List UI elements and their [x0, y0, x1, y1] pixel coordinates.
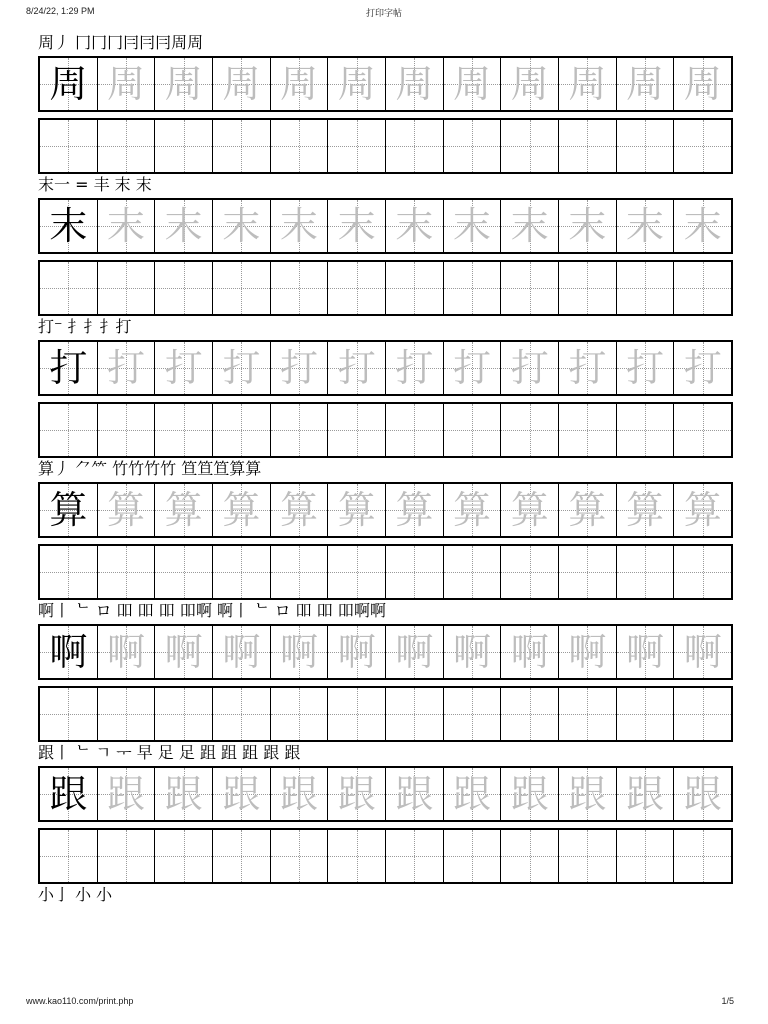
trace-cell: [98, 342, 156, 394]
trace-glyph: 打: [510, 346, 549, 390]
trace-grid-row: [38, 56, 733, 112]
trace-glyph: 跟: [453, 772, 492, 816]
trace-cell: [617, 768, 675, 820]
trace-cell: [501, 342, 559, 394]
trace-glyph: 啊: [337, 630, 376, 674]
blank-cell[interactable]: [444, 404, 502, 456]
trace-cell: [501, 626, 559, 678]
trace-cell: [98, 626, 156, 678]
trace-cell: [98, 768, 156, 820]
trace-cell: [155, 626, 213, 678]
trace-glyph: 算: [395, 488, 434, 532]
blank-cell[interactable]: [328, 404, 386, 456]
blank-cell[interactable]: [386, 120, 444, 172]
blank-cell[interactable]: [674, 830, 731, 882]
blank-cell[interactable]: [617, 688, 675, 740]
trace-glyph: 末: [510, 204, 549, 248]
model-glyph: 打: [49, 346, 88, 390]
print-title: 打印字帖: [365, 8, 402, 18]
trace-cell: [155, 342, 213, 394]
trace-glyph: 跟: [164, 772, 203, 816]
blank-cell[interactable]: [674, 262, 731, 314]
trace-cell: [444, 200, 502, 252]
trace-glyph: 算: [164, 488, 203, 532]
trace-cell: [328, 768, 386, 820]
stroke-order-line: 周丿 冂冂冂冃冃冃周周: [38, 33, 204, 52]
trace-cell: [674, 342, 731, 394]
trace-glyph: 末: [568, 204, 607, 248]
blank-cell[interactable]: [40, 404, 98, 456]
blank-cell[interactable]: [271, 830, 329, 882]
blank-cell[interactable]: [674, 404, 731, 456]
blank-cell[interactable]: [617, 546, 675, 598]
trace-cell: [271, 342, 329, 394]
blank-cell[interactable]: [271, 688, 329, 740]
trace-glyph: 算: [510, 488, 549, 532]
trace-glyph: 打: [626, 346, 665, 390]
trace-glyph: 周: [164, 62, 203, 106]
blank-grid-row: [38, 402, 733, 458]
blank-cell[interactable]: [40, 262, 98, 314]
trace-cell: [213, 484, 271, 536]
stroke-order-line: 跟丨 ᄂ ㄱ ᅮ 早 足 足 跙 跙 跙 跟 跟: [38, 743, 301, 762]
trace-glyph: 周: [280, 62, 319, 106]
trace-glyph: 算: [683, 488, 722, 532]
blank-cell[interactable]: [155, 688, 213, 740]
blank-grid-row: [38, 118, 733, 174]
trace-cell: [213, 768, 271, 820]
blank-cell[interactable]: [386, 830, 444, 882]
blank-cell[interactable]: [328, 546, 386, 598]
trace-glyph: 算: [107, 488, 146, 532]
trace-cell: [617, 484, 675, 536]
trace-glyph: 周: [568, 62, 607, 106]
trace-glyph: 打: [280, 346, 319, 390]
trace-cell: [444, 626, 502, 678]
blank-cell[interactable]: [98, 830, 156, 882]
trace-cell: [271, 58, 329, 110]
blank-cell[interactable]: [386, 546, 444, 598]
blank-cell[interactable]: [444, 120, 502, 172]
blank-cell[interactable]: [386, 404, 444, 456]
trace-cell: [559, 484, 617, 536]
trace-cell: [674, 768, 731, 820]
blank-cell[interactable]: [213, 688, 271, 740]
trace-cell: [328, 342, 386, 394]
trace-glyph: 算: [453, 488, 492, 532]
last-stroke-line: 小亅 小 小: [38, 885, 113, 904]
trace-glyph: 周: [626, 62, 665, 106]
trace-cell: [155, 484, 213, 536]
trace-glyph: 啊: [107, 630, 146, 674]
blank-cell[interactable]: [559, 262, 617, 314]
blank-grid-row: [38, 686, 733, 742]
practice-section: [38, 598, 733, 740]
blank-cell[interactable]: [213, 404, 271, 456]
trace-glyph: 啊: [453, 630, 492, 674]
trace-glyph: 跟: [280, 772, 319, 816]
blank-cell[interactable]: [559, 404, 617, 456]
blank-cell[interactable]: [444, 262, 502, 314]
trace-glyph: 跟: [568, 772, 607, 816]
blank-cell[interactable]: [444, 830, 502, 882]
practice-section: [38, 456, 733, 598]
trace-cell: [501, 768, 559, 820]
trace-glyph: 打: [568, 346, 607, 390]
model-glyph: 末: [49, 204, 88, 248]
trace-glyph: 末: [280, 204, 319, 248]
trace-cell: [617, 342, 675, 394]
blank-cell[interactable]: [98, 404, 156, 456]
trace-glyph: 啊: [395, 630, 434, 674]
blank-cell[interactable]: [559, 546, 617, 598]
trace-glyph: 跟: [395, 772, 434, 816]
blank-grid-row: [38, 544, 733, 600]
trace-cell: [328, 58, 386, 110]
trace-cell: [328, 626, 386, 678]
blank-cell[interactable]: [617, 120, 675, 172]
trace-glyph: 算: [337, 488, 376, 532]
blank-cell[interactable]: [617, 262, 675, 314]
trace-glyph: 周: [453, 62, 492, 106]
trace-cell: [213, 200, 271, 252]
model-cell: [40, 626, 98, 678]
trace-cell: [501, 484, 559, 536]
model-glyph: 啊: [49, 630, 88, 674]
trace-glyph: 跟: [107, 772, 146, 816]
trace-cell: [617, 58, 675, 110]
trace-grid-row: [38, 624, 733, 680]
trace-glyph: 打: [683, 346, 722, 390]
trace-glyph: 打: [164, 346, 203, 390]
trace-cell: [213, 58, 271, 110]
blank-cell[interactable]: [98, 120, 156, 172]
practice-section: [38, 30, 733, 172]
trace-glyph: 周: [107, 62, 146, 106]
trace-glyph: 跟: [337, 772, 376, 816]
trace-grid-row: [38, 766, 733, 822]
blank-cell[interactable]: [271, 120, 329, 172]
stroke-order-line: 啊丨 ᄂ ロ 吅 吅 吅 吅啊 啊丨 ᄂ ロ 吅 吅 吅啊啊: [38, 601, 386, 620]
trace-cell: [271, 768, 329, 820]
trace-grid-row: [38, 198, 733, 254]
trace-glyph: 啊: [510, 630, 549, 674]
trace-glyph: 末: [107, 204, 146, 248]
trace-glyph: 打: [395, 346, 434, 390]
trace-glyph: 跟: [222, 772, 261, 816]
trace-cell: [271, 484, 329, 536]
blank-cell[interactable]: [328, 120, 386, 172]
trace-grid-row: [38, 340, 733, 396]
trace-glyph: 末: [453, 204, 492, 248]
trace-cell: [617, 626, 675, 678]
trace-glyph: 末: [222, 204, 261, 248]
trace-cell: [155, 200, 213, 252]
practice-section: [38, 740, 733, 882]
blank-cell[interactable]: [213, 546, 271, 598]
blank-cell[interactable]: [501, 404, 559, 456]
trace-cell: [386, 626, 444, 678]
blank-cell[interactable]: [501, 120, 559, 172]
practice-section: [38, 314, 733, 456]
trace-glyph: 末: [683, 204, 722, 248]
model-glyph: 跟: [49, 772, 88, 816]
blank-cell[interactable]: [40, 688, 98, 740]
blank-cell[interactable]: [40, 830, 98, 882]
trace-cell: [271, 200, 329, 252]
blank-cell[interactable]: [40, 120, 98, 172]
footer-url[interactable]: www.kao110.com/print.php: [26, 996, 134, 1006]
blank-cell[interactable]: [501, 830, 559, 882]
trace-cell: [617, 200, 675, 252]
trace-glyph: 跟: [626, 772, 665, 816]
trace-glyph: 周: [222, 62, 261, 106]
stroke-order-line: 算丿 ⺈⺮ 竹竹竹竹 笪笪笪算算: [38, 459, 262, 478]
blank-cell[interactable]: [328, 830, 386, 882]
trace-cell: [559, 58, 617, 110]
trace-glyph: 啊: [280, 630, 319, 674]
trace-cell: [328, 484, 386, 536]
trace-glyph: 算: [626, 488, 665, 532]
trace-glyph: 打: [222, 346, 261, 390]
trace-cell: [155, 768, 213, 820]
blank-cell[interactable]: [559, 120, 617, 172]
blank-cell[interactable]: [155, 830, 213, 882]
trace-cell: [386, 200, 444, 252]
blank-grid-row: [38, 260, 733, 316]
blank-cell[interactable]: [98, 262, 156, 314]
trace-glyph: 啊: [222, 630, 261, 674]
blank-cell[interactable]: [271, 546, 329, 598]
model-cell: [40, 342, 98, 394]
trace-cell: [559, 768, 617, 820]
trace-cell: [386, 342, 444, 394]
trace-cell: [213, 626, 271, 678]
trace-cell: [559, 626, 617, 678]
blank-cell[interactable]: [40, 546, 98, 598]
trace-cell: [98, 58, 156, 110]
blank-cell[interactable]: [98, 546, 156, 598]
trace-cell: [155, 58, 213, 110]
blank-cell[interactable]: [386, 262, 444, 314]
trace-cell: [501, 58, 559, 110]
trace-cell: [386, 484, 444, 536]
trace-cell: [559, 200, 617, 252]
model-glyph: 周: [49, 62, 88, 106]
blank-grid-row: [38, 828, 733, 884]
model-cell: [40, 768, 98, 820]
practice-sheet: [38, 30, 733, 908]
stroke-order-line: 末一 = 丰 末 末: [38, 175, 152, 194]
trace-glyph: 算: [568, 488, 607, 532]
blank-cell[interactable]: [617, 830, 675, 882]
blank-cell[interactable]: [155, 262, 213, 314]
trace-glyph: 打: [337, 346, 376, 390]
trace-glyph: 周: [683, 62, 722, 106]
blank-cell[interactable]: [213, 262, 271, 314]
trace-cell: [98, 200, 156, 252]
trace-glyph: 周: [395, 62, 434, 106]
trace-cell: [328, 200, 386, 252]
trace-cell: [444, 58, 502, 110]
print-datetime: 8/24/22, 1:29 PM: [26, 6, 95, 16]
trace-grid-row: [38, 482, 733, 538]
trace-glyph: 算: [222, 488, 261, 532]
trace-cell: [213, 342, 271, 394]
blank-cell[interactable]: [501, 262, 559, 314]
blank-cell[interactable]: [559, 688, 617, 740]
model-glyph: 算: [49, 488, 88, 532]
trace-glyph: 末: [395, 204, 434, 248]
trace-glyph: 跟: [683, 772, 722, 816]
trace-glyph: 周: [337, 62, 376, 106]
blank-cell[interactable]: [328, 262, 386, 314]
trace-glyph: 啊: [164, 630, 203, 674]
model-cell: [40, 484, 98, 536]
trace-cell: [386, 58, 444, 110]
trace-cell: [674, 58, 731, 110]
blank-cell[interactable]: [155, 546, 213, 598]
trace-cell: [674, 200, 731, 252]
blank-cell[interactable]: [271, 262, 329, 314]
trace-cell: [386, 768, 444, 820]
blank-cell[interactable]: [213, 830, 271, 882]
blank-cell[interactable]: [501, 688, 559, 740]
blank-cell[interactable]: [617, 404, 675, 456]
blank-cell[interactable]: [155, 120, 213, 172]
blank-cell[interactable]: [271, 404, 329, 456]
blank-cell[interactable]: [444, 688, 502, 740]
trace-glyph: 末: [164, 204, 203, 248]
blank-cell[interactable]: [386, 688, 444, 740]
trace-glyph: 算: [280, 488, 319, 532]
blank-cell[interactable]: [98, 688, 156, 740]
practice-section: [38, 172, 733, 314]
trace-glyph: 啊: [683, 630, 722, 674]
page-number: 1/5: [721, 996, 734, 1006]
trace-cell: [674, 626, 731, 678]
trace-glyph: 末: [626, 204, 665, 248]
trace-cell: [674, 484, 731, 536]
model-cell: [40, 58, 98, 110]
blank-cell[interactable]: [501, 546, 559, 598]
blank-cell[interactable]: [674, 688, 731, 740]
blank-cell[interactable]: [674, 120, 731, 172]
trace-glyph: 打: [107, 346, 146, 390]
blank-cell[interactable]: [155, 404, 213, 456]
blank-cell[interactable]: [328, 688, 386, 740]
model-cell: [40, 200, 98, 252]
trace-cell: [559, 342, 617, 394]
trace-glyph: 打: [453, 346, 492, 390]
stroke-order-line: 打⁻ 扌扌扌打: [38, 317, 132, 336]
trace-cell: [271, 626, 329, 678]
blank-cell[interactable]: [213, 120, 271, 172]
blank-cell[interactable]: [559, 830, 617, 882]
blank-cell[interactable]: [674, 546, 731, 598]
trace-glyph: 末: [337, 204, 376, 248]
trace-glyph: 啊: [568, 630, 607, 674]
trace-glyph: 周: [510, 62, 549, 106]
trace-cell: [98, 484, 156, 536]
trace-cell: [444, 768, 502, 820]
trace-glyph: 啊: [626, 630, 665, 674]
trace-cell: [444, 342, 502, 394]
trace-cell: [444, 484, 502, 536]
trace-cell: [501, 200, 559, 252]
blank-cell[interactable]: [444, 546, 502, 598]
trace-glyph: 跟: [510, 772, 549, 816]
